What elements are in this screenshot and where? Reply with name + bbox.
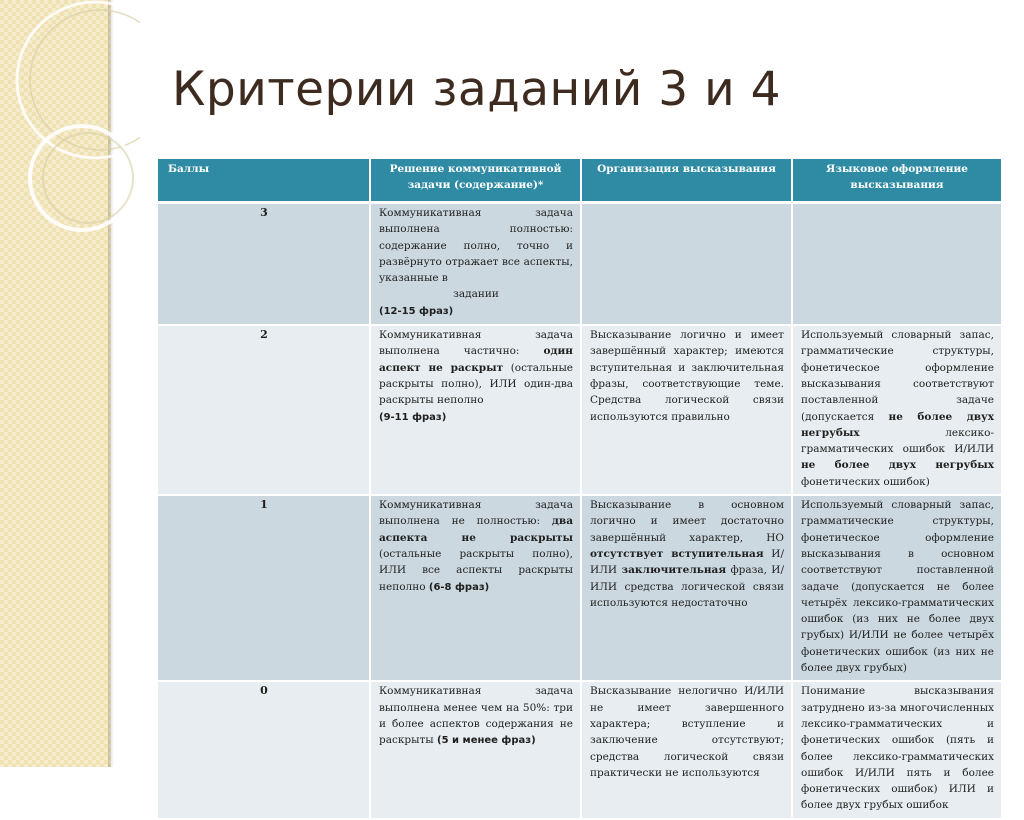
- table-header-row: [158, 159, 1002, 203]
- score-cell: 2: [158, 325, 370, 495]
- phrases-count: (5 и менее фраз): [437, 735, 536, 747]
- score-cell: 3: [158, 203, 370, 326]
- task-cell: [370, 325, 581, 495]
- task-text-rest: (остальные раскрыты полно), ИЛИ один-два раскрыты неполно: [379, 361, 574, 407]
- table-row: [158, 681, 1002, 818]
- header-language: Языковое оформление высказывания: [792, 159, 1002, 203]
- task-text-bold: два аспекта не раскрыты: [379, 515, 574, 544]
- task-text: Коммуникативная задача выполнена менее чем на 50%: три и более аспектов содержания не раскрыты: [379, 685, 573, 747]
- score-cell: 0: [158, 681, 370, 818]
- organization-text-mid: И/ИЛИ: [590, 547, 784, 577]
- language-text: Используемый словарный запас, грамматические структуры, фонетическое оформление высказывания соответствуют поставленной задаче (допускается: [801, 329, 994, 423]
- table-row: [158, 203, 1002, 326]
- language-cell: Используемый словарный запас, грамматические структуры, фонетическое оформление высказывания в основном соответствуют поставленной задаче (допускается не более четырёх лексико-грамматических ошибок (из них не более двух грубых) И/ИЛИ не более четырёх фонетических ошибок (из них не более двух грубых): [792, 495, 1002, 681]
- language-cell: [792, 325, 1002, 495]
- slide-title: Критерии заданий 3 и 4: [172, 62, 781, 117]
- table-row: [158, 495, 1002, 681]
- task-text-end: задании: [453, 288, 499, 301]
- organization-text-bold: отсутствует вступительная: [590, 547, 764, 560]
- score-cell: 1: [158, 495, 370, 681]
- task-text: Коммуникативная задача выполнена полностью: содержание полно, точно и развёрнуто отражает все аспекты, указанные в: [379, 207, 573, 285]
- organization-text-bold-2: заключительная: [621, 564, 727, 577]
- decorative-circles: [0, 0, 140, 300]
- header-task: Решение коммуникативной задачи (содержание)*: [370, 159, 581, 203]
- language-text-end: фонетических ошибок): [801, 475, 930, 488]
- task-text-rest: (остальные раскрыты полно), ИЛИ все аспекты раскрыты неполно: [379, 547, 573, 593]
- organization-cell: Высказывание логично и имеет завершённый характер; имеются вступительная и заключительная фразы, соответствующие теме. Средства логической связи используются правильно: [581, 325, 792, 495]
- task-text: Коммуникативная задача выполнена частично:: [379, 329, 573, 358]
- criteria-table: [158, 159, 1003, 820]
- header-score: Баллы: [158, 159, 370, 203]
- phrases-count: (9-11 фраз): [379, 411, 447, 423]
- language-text-bold: не более двух негрубых: [801, 410, 994, 439]
- task-text: Коммуникативная задача выполнена не полностью:: [379, 499, 573, 528]
- table-row: [158, 325, 1002, 495]
- task-cell: [370, 495, 581, 681]
- language-text-mid: лексико-грамматических ошибок И/ИЛИ: [801, 426, 994, 456]
- task-text-bold: один аспект не раскрыт: [379, 345, 573, 374]
- language-cell: Понимание высказывания затруднено из-за многочисленных лексико-грамматических и фонетических ошибок (пять и более лексико-грамматических ошибок И/ИЛИ пять и более фонетических ошибок) ИЛИ и более двух грубых ошибок: [792, 681, 1002, 818]
- phrases-count: (6-8 фраз): [428, 581, 490, 593]
- language-text-bold-2: не более двух негрубых: [801, 459, 994, 472]
- organization-cell: [581, 203, 792, 326]
- organization-text-end: фраза, И/ИЛИ средства логической связи используются недостаточно: [590, 564, 784, 609]
- language-cell: [792, 203, 1002, 326]
- organization-cell: [581, 495, 792, 681]
- phrases-count: (12-15 фраз): [379, 305, 454, 317]
- task-cell: [370, 681, 581, 818]
- task-cell: [370, 203, 581, 326]
- organization-cell: Высказывание нелогично И/ИЛИ не имеет завершенного характера; вступление и заключение отсутствуют; средства логической связи практически не используются: [581, 681, 792, 818]
- organization-text: Высказывание в основном логично и имеет достаточно завершённый характер, НО: [590, 499, 784, 544]
- header-organization: Организация высказывания: [581, 159, 792, 203]
